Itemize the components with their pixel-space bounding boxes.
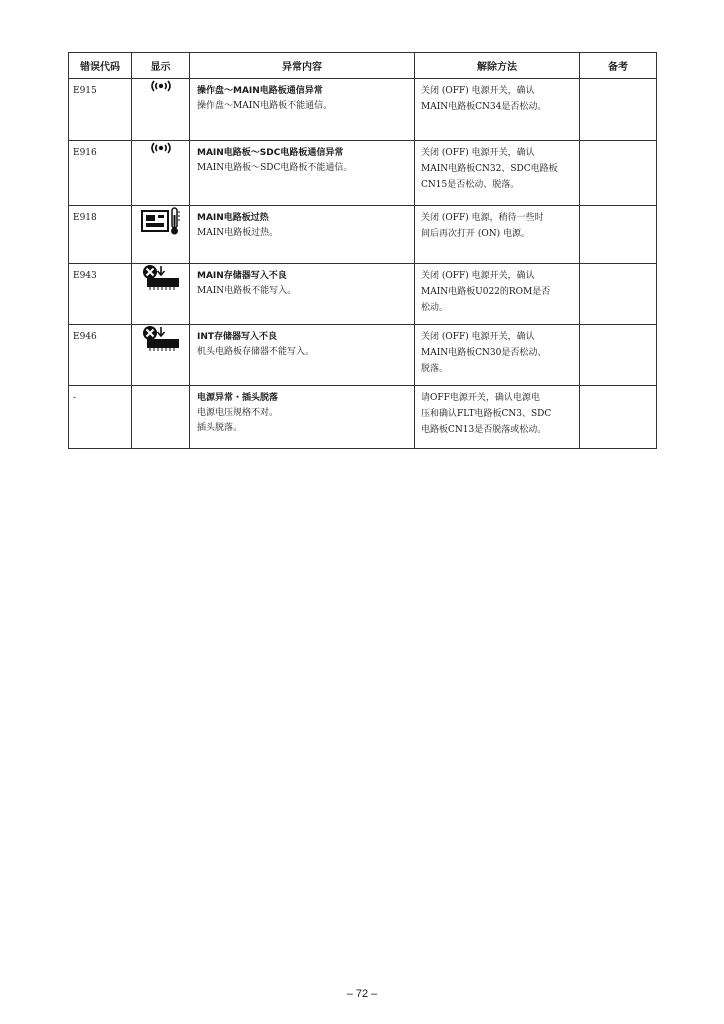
- board-overheat-icon: [141, 206, 181, 236]
- table-row: [69, 79, 657, 141]
- solution-line: MAIN电路板U022的ROM是否: [421, 287, 551, 297]
- solution-line: 关闭 (OFF) 电源，稍待一些时: [421, 213, 544, 223]
- remarks-cell: [580, 386, 657, 449]
- solution-line: 间后再次打开 (ON) 电源。: [421, 229, 530, 239]
- solution-line: 关闭 (OFF) 电源开关，确认: [421, 86, 535, 96]
- error-code: E915: [69, 79, 132, 141]
- error-description: MAIN电路板～SDC电路板不能通信。: [197, 163, 353, 173]
- error-description: MAIN电路板不能写入。: [197, 286, 297, 296]
- remarks-cell: [580, 141, 657, 206]
- error-title: 操作盘～MAIN电路板通信异常: [197, 86, 323, 96]
- remarks-cell: [580, 325, 657, 386]
- page-number: – 72 –: [346, 988, 378, 1000]
- memory-write-error-icon: [141, 264, 181, 290]
- header-error-code: 错误代码: [69, 53, 132, 79]
- solution-line: CN15是否松动、脱落。: [421, 180, 520, 190]
- table-row: [69, 141, 657, 206]
- solution-line: MAIN电路板CN34是否松动。: [421, 102, 547, 112]
- table-row: [69, 325, 657, 386]
- error-code: -: [69, 386, 132, 449]
- memory-write-error-icon: [141, 325, 181, 351]
- solution-line: 压和确认FLT电路板CN3、SDC: [421, 409, 552, 419]
- error-description: MAIN电路板过热。: [197, 228, 279, 238]
- error-title: 电源异常・插头脱落: [197, 393, 279, 403]
- table-row: [69, 264, 657, 325]
- error-code: E918: [69, 206, 132, 264]
- solution-line: 关闭 (OFF) 电源开关，确认: [421, 332, 535, 342]
- header-remarks: 备考: [580, 53, 657, 79]
- error-title: MAIN电路板过热: [197, 213, 269, 223]
- solution-line: 请OFF电源开关，确认电源电: [421, 393, 540, 403]
- remarks-cell: [580, 206, 657, 264]
- error-code: E943: [69, 264, 132, 325]
- error-title: MAIN电路板～SDC电路板通信异常: [197, 148, 344, 158]
- remarks-cell: [580, 79, 657, 141]
- error-title: INT存储器写入不良: [197, 332, 278, 342]
- table-row: [69, 206, 657, 264]
- solution-line: 电路板CN13是否脱落或松动。: [421, 425, 547, 435]
- header-display: 显示: [132, 53, 190, 79]
- solution-line: 关闭 (OFF) 电源开关，确认: [421, 271, 535, 281]
- solution-line: 松动。: [421, 303, 449, 313]
- header-error-content: 异常内容: [190, 53, 415, 79]
- table-header-row: [69, 53, 657, 79]
- error-code: E946: [69, 325, 132, 386]
- error-title: MAIN存储器写入不良: [197, 271, 287, 281]
- remarks-cell: [580, 264, 657, 325]
- error-description: 插头脱落。: [197, 423, 243, 433]
- wireless-signal-icon: [148, 79, 174, 93]
- solution-line: MAIN电路板CN30是否松动、: [421, 348, 547, 358]
- error-description: 操作盘～MAIN电路板不能通信。: [197, 101, 333, 111]
- table-row: [69, 386, 657, 449]
- error-description: 机头电路板存储器不能写入。: [197, 347, 315, 357]
- solution-line: MAIN电路板CN32、SDC电路板: [421, 164, 558, 174]
- wireless-signal-icon: [148, 141, 174, 155]
- solution-line: 脱落。: [421, 364, 449, 374]
- error-code: E916: [69, 141, 132, 206]
- header-solution: 解除方法: [415, 53, 580, 79]
- solution-line: 关闭 (OFF) 电源开关，确认: [421, 148, 535, 158]
- error-code-table: [68, 52, 657, 449]
- error-description: 电源电压规格不对。: [197, 408, 279, 418]
